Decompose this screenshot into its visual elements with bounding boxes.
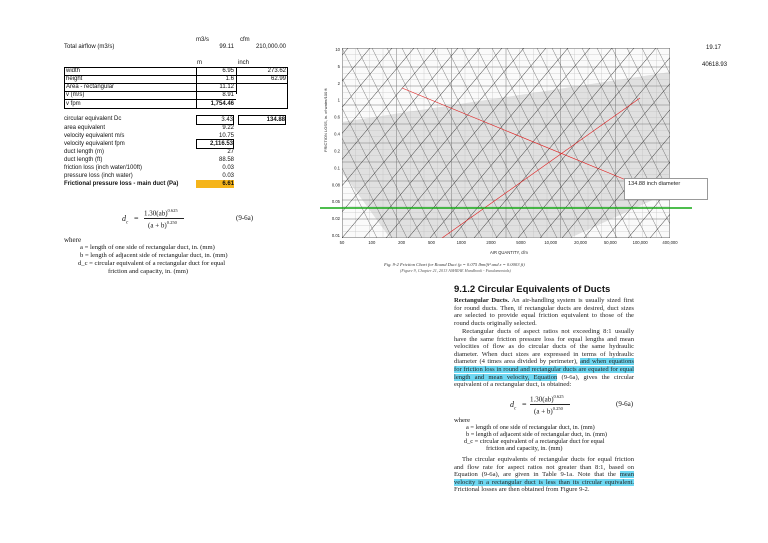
chart-caption: Fig. 9-2 Friction Chart for Round Duct (ρ = 0.075 lbm/ft³ and ε = 0.0003 ft) bbox=[384, 262, 525, 267]
row-area-label: Area - rectangular bbox=[66, 84, 115, 90]
friction-chart bbox=[320, 42, 692, 272]
paragraph-aspect-ratio bbox=[454, 328, 634, 389]
para2-a: Rectangular ducts of aspect ratios not exceeding 8:1 usually have the same friction pressure loss for equal lengths and mean velocities of flow as do circular ducts of the same hydraulic diameter. When duct sizes are expressed in terms of hydraulic diameter (4 times area divided by perimeter), bbox=[454, 328, 634, 366]
total-airflow-label: Total airflow (m3/s) bbox=[64, 44, 115, 50]
vel-eq-ms-value[interactable]: 10.75 bbox=[218, 133, 234, 139]
x-tick-label: 2000 bbox=[486, 240, 496, 245]
para1-lead: Rectangular Ducts. bbox=[454, 297, 510, 304]
duct-length-m-label: duct length (m) bbox=[64, 149, 105, 155]
x-tick-label: 20,000 bbox=[574, 240, 587, 245]
duct-length-ft-label: duct length (ft) bbox=[64, 157, 103, 163]
para3-highlight: mean velocity in a rectangular duct is less than its circular equivalent. bbox=[454, 471, 634, 486]
x-tick-label: 500 bbox=[427, 240, 435, 245]
right-value-1[interactable]: 19.17 bbox=[706, 45, 722, 51]
y-tick-label: 0.2 bbox=[334, 148, 340, 154]
rwhere-label: where bbox=[454, 417, 471, 424]
rformula-lhs: $d_c$ bbox=[510, 400, 517, 412]
rformula-denominator: $(a + b)^{0.250}$ bbox=[534, 406, 563, 416]
row-vfpm-value[interactable]: 1,754.46 bbox=[210, 101, 234, 107]
pressure-loss-value[interactable]: 0.03 bbox=[222, 173, 234, 179]
y-tick-label: 10 bbox=[335, 47, 340, 52]
y-tick-label: 0.08 bbox=[331, 182, 340, 188]
x-tick-label: 5000 bbox=[516, 240, 526, 245]
x-tick-label: 100,000 bbox=[632, 240, 648, 245]
rdef-b: b = length of adjacent side of rectangular duct, in. (mm) bbox=[466, 431, 607, 438]
row-height-m[interactable]: 1.6 bbox=[225, 76, 234, 82]
row-width-inch[interactable]: 273.62 bbox=[267, 68, 286, 74]
friction-chart-svg bbox=[320, 42, 692, 272]
vel-eq-fpm-label: velocity equivalent fpm bbox=[64, 141, 125, 147]
y-tick-label: 0.4 bbox=[334, 131, 340, 137]
para2-highlight: and when equations for friction loss in round and rectangular ducts are equated for equal length and mean velocity, Equation bbox=[454, 358, 635, 381]
y-tick-label: 1 bbox=[337, 97, 340, 103]
y-tick-label: 0.02 bbox=[331, 216, 340, 222]
formula-eq-number: (9-6a) bbox=[236, 214, 254, 222]
unit-m-header: m bbox=[197, 60, 202, 66]
def-a: a = length of one side of rectangular duct, in. (mm) bbox=[80, 244, 215, 251]
unit-m3s-header: m3/s bbox=[196, 37, 210, 43]
rdef-a: a = length of one side of rectangular duct, in. (mm) bbox=[466, 424, 595, 431]
total-airflow-m3s[interactable]: 99.11 bbox=[219, 44, 234, 50]
paragraph-circular-equivalents bbox=[454, 456, 634, 494]
vel-eq-ms-label: velocity equivalent m/s bbox=[64, 133, 125, 139]
row-area-value[interactable]: 11.12 bbox=[219, 84, 234, 90]
x-tick-label: 400,000 bbox=[662, 240, 678, 245]
x-axis-label: AIR QUANTITY, cfm bbox=[490, 250, 528, 255]
circ-eq-label: circular equivalent Dc bbox=[64, 116, 122, 122]
chart-caption-source: (Figure 9, Chapter 21, 2013 ASHRAE Handbook - Fundamentals) bbox=[400, 268, 511, 273]
row-vms-value[interactable]: 8.91 bbox=[222, 92, 234, 98]
row-width-label: width bbox=[66, 68, 81, 74]
pressure-loss-label: pressure loss (inch water) bbox=[64, 173, 133, 179]
section-heading: 9.1.2 Circular Equivalents of Ducts bbox=[454, 284, 611, 295]
y-tick-label: 5 bbox=[337, 63, 340, 69]
total-airflow-cfm[interactable]: 210,000.00 bbox=[255, 44, 286, 50]
y-tick-label: 0.05 bbox=[331, 199, 340, 205]
unit-cfm-header: cfm bbox=[240, 37, 250, 43]
formula-lhs: $d_c$ bbox=[122, 214, 129, 226]
row-vfpm-label: v fpm bbox=[66, 101, 81, 107]
row-vms-label: v (m/s) bbox=[66, 92, 85, 98]
rdef-dc: d_c = circular equivalent of a rectangular duct for equal bbox=[464, 438, 605, 445]
row-width-m[interactable]: 6.95 bbox=[222, 68, 234, 74]
formula-denominator: $(a + b)^{0.250}$ bbox=[148, 220, 177, 230]
duct-length-m-value[interactable]: 27 bbox=[227, 149, 234, 155]
row-height-label: height bbox=[66, 76, 83, 82]
right-value-2[interactable]: 40618.93 bbox=[702, 62, 728, 68]
y-tick-label: 0.1 bbox=[334, 165, 340, 171]
vel-eq-fpm-value[interactable]: 2,116.53 bbox=[196, 139, 234, 149]
x-tick-label: 50 bbox=[339, 240, 345, 245]
friction-loss-label: friction loss (inch water/100ft) bbox=[64, 165, 143, 171]
where-label: where bbox=[64, 236, 82, 244]
formula-numerator: 1.30(ab)$^{0.625}$ bbox=[144, 208, 178, 218]
rformula-numerator: 1.30(ab)$^{0.625}$ bbox=[530, 394, 564, 404]
def-b: b = length of adjacent side of rectangular duct, in. (mm) bbox=[80, 252, 228, 259]
x-tick-label: 1000 bbox=[456, 240, 466, 245]
x-tick-label: 200 bbox=[398, 240, 406, 245]
para3-a: The circular equivalents of rectangular ducts for equal friction and flow rate for aspect ratios not greater than 8:1, based on Equation (9-6a), are given in Table 9-1a. Note that the bbox=[454, 456, 634, 479]
circ-eq-m[interactable]: 3.43 bbox=[196, 115, 234, 125]
y-tick-label: 2 bbox=[337, 80, 340, 86]
x-tick-label: 10,000 bbox=[544, 240, 558, 245]
para2-b: (9-6a), gives the circular equivalent of a rectangular duct, is obtained: bbox=[454, 373, 634, 389]
friction-loss-value[interactable]: 0.03 bbox=[222, 165, 234, 171]
para3-b: Frictional losses are then obtained from Figure 9-2. bbox=[454, 486, 590, 494]
def-dc: d_c = circular equivalent of a rectangular duct for equal bbox=[78, 260, 226, 267]
x-tick-label: 100 bbox=[368, 240, 376, 245]
frictional-pressure-label: Frictional pressure loss - main duct (Pa) bbox=[64, 181, 179, 187]
duct-length-ft-value[interactable]: 88.58 bbox=[218, 157, 234, 163]
rformula-eq-number: (9-6a) bbox=[616, 400, 634, 408]
area-eq-label: area equivalent bbox=[64, 125, 106, 131]
y-axis-label: FRICTION LOSS, in. of water/100 ft bbox=[323, 88, 328, 152]
frictional-pressure-value[interactable]: 6.61 bbox=[196, 180, 234, 188]
rdef-dc-cont: friction and capacity, in. (mm) bbox=[486, 445, 563, 452]
circ-eq-inch[interactable]: 134.88 bbox=[238, 115, 286, 125]
y-tick-label: 0.01 bbox=[331, 233, 340, 238]
def-dc-cont: friction and capacity, in. (mm) bbox=[108, 268, 189, 275]
row-height-inch[interactable]: 62.99 bbox=[270, 76, 286, 82]
unit-inch-header: inch bbox=[238, 60, 250, 66]
x-tick-label: 50,000 bbox=[603, 240, 617, 245]
para1-body: An air-handling system is usually sized first for round ducts. Then, if rectangular ducts are desired, duct sizes are selected to provide equal friction equivalent to those of the round ducts originally selected. bbox=[454, 297, 634, 327]
diameter-callout: 134.88 inch diameter bbox=[624, 178, 708, 200]
y-tick-label: 0.6 bbox=[334, 114, 340, 120]
area-eq-value[interactable]: 9.22 bbox=[222, 125, 234, 131]
paragraph-rectangular-ducts bbox=[454, 297, 634, 327]
